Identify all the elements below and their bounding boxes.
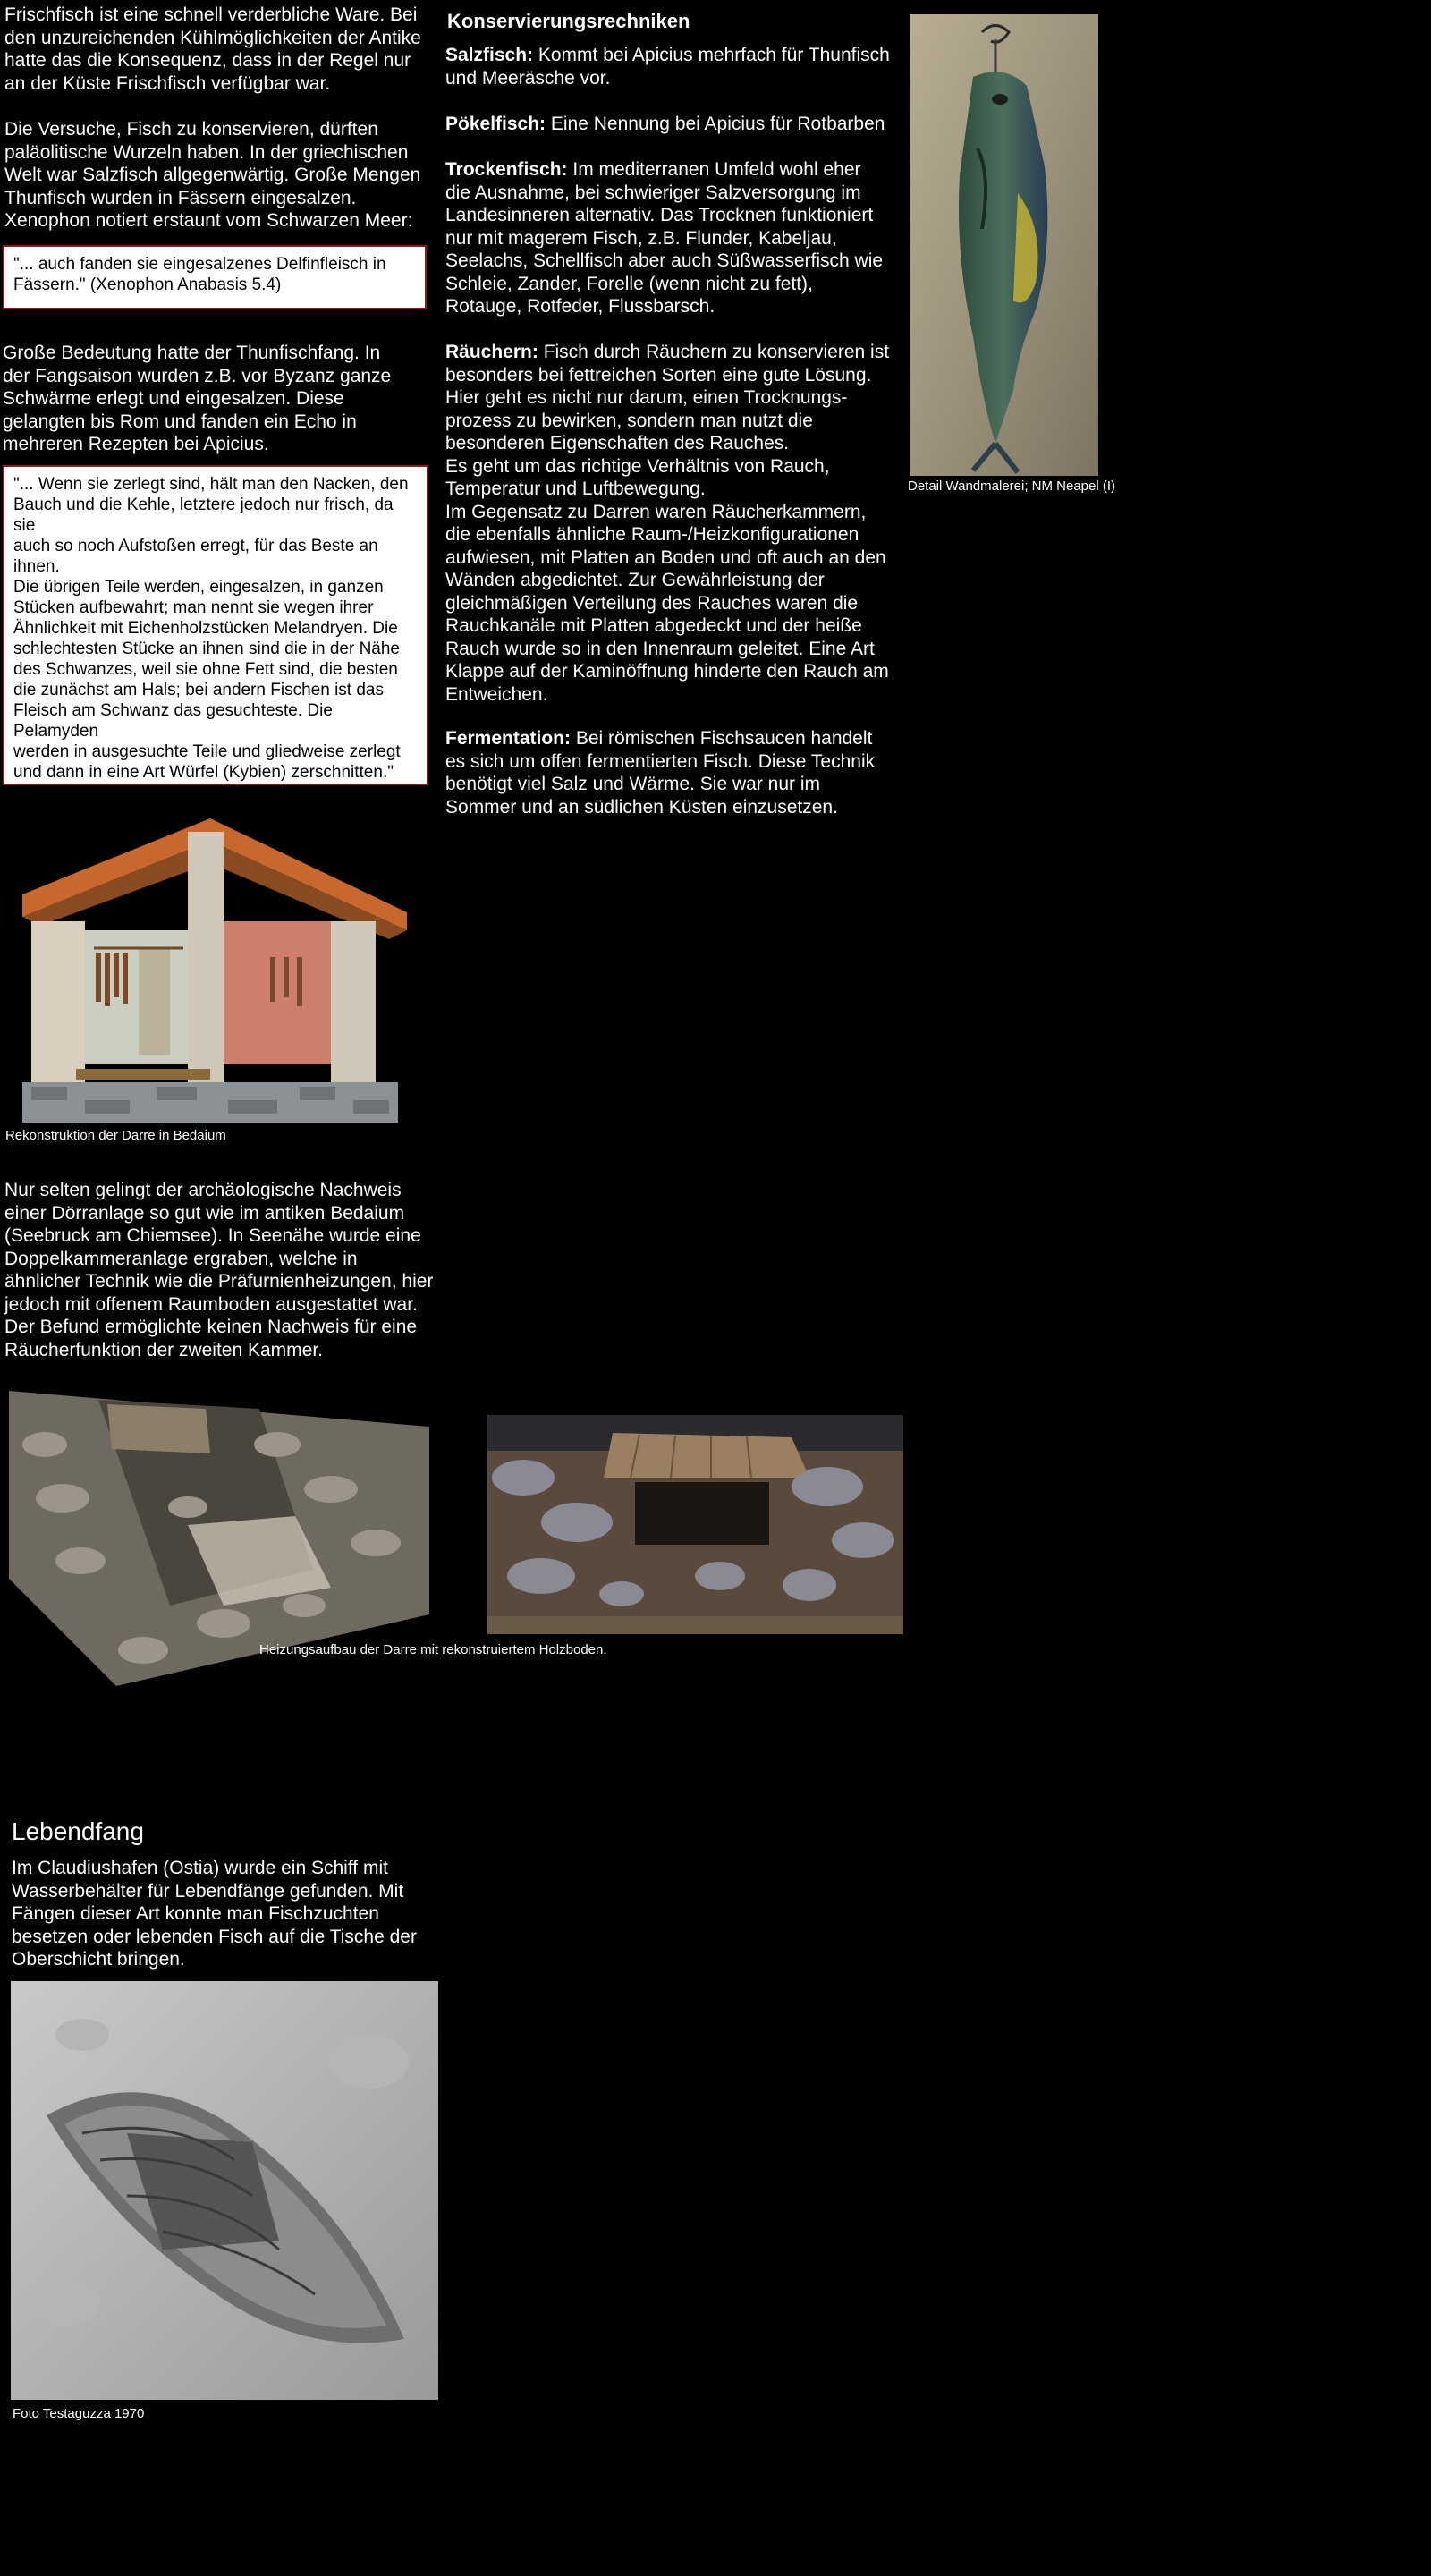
technique-term: Salzfisch: xyxy=(445,45,534,65)
heating-structure-image-2 xyxy=(487,1415,903,1634)
ship-photo-caption: Foto Testaguzza 1970 xyxy=(13,2406,145,2421)
heating-caption: Heizungsaufbau der Darre mit rekonstruiertem Holzboden. xyxy=(259,1642,607,1657)
intro-paragraph-3: Große Bedeutung hatte der Thunfischfang. In der Fangsaison wurden z.B. vor Byzanz ganze Schwärme erlegt und eingesalzen. Diese gelangten bis Rom und fanden ein Echo in mehreren Rezepten bei Apicius. xyxy=(3,343,392,454)
technique-term: Räuchern: xyxy=(445,342,538,362)
technique-raeuchern xyxy=(445,341,902,706)
technique-text: Eine Nennung bei Apicius für Rotbarben xyxy=(546,114,885,134)
technique-trockenfisch xyxy=(445,158,902,318)
fresco-caption: Detail Wandmalerei; NM Neapel (I) xyxy=(908,479,1116,494)
technique-text: Im mediterranen Umfeld wohl eher die Ausnahme, bei schwieriger Salzversorgung im Landesinneren alternativ. Das Trocknen funktioniert nur mit magerem Fisch, z.B. Flunder, Kabeljau, Seelachs, Schellfisch aber auch Süßwasserfisch wie Schleie, Zander, Forelle (wenn nicht zu fett), Rotauge, Rotfeder, Flussbarsch. xyxy=(445,159,884,317)
technique-fermentation xyxy=(445,727,902,818)
live-catch-paragraph: Im Claudiushafen (Ostia) wurde ein Schiff mit Wasserbehälter für Lebendfänge gefunden. Mit Fängen dieser Art konnte man Fischzuchten besetzen oder lebenden Fisch auf die Tische der Oberschicht bringen. xyxy=(12,1858,417,1970)
technique-salzfisch xyxy=(445,44,902,89)
technique-text: Fisch durch Räuchern zu konservieren ist besonders bei fettreichen Sorten eine gute Lösung. Hier geht es nicht nur darum, einen Trocknungs- prozess zu bewirken, sondern man nutzt die besonderen Eigenschaften des Rauches. Es geht um das richtige Verhältnis von Rauch, Temperatur und Luftbewegung. Im Gegensatz zu Darren waren Räucherkammern, die ebenfalls ähnliche Raum-/Heizkonfigurationen aufwiesen, mit Platten an Boden und oft auch an den Wänden abgedichtet. Zur Gewährleistung der gleichmäßigen Verteilung des Rauches waren die Rauchkanäle mit Platten abgedeckt und der heiße Rauch wurde so in den Innenraum geleitet. Eine Art Klappe auf der Kaminöffnung hinderte den Rauch am Entweichen. xyxy=(445,342,890,705)
ship-photo-image xyxy=(11,1981,438,2400)
quote-plinius: "... Wenn sie zerlegt sind, hält man den Nacken, den Bauch und die Kehle, letztere jedoch nur frisch, da sie auch so noch Aufstoßen erregt, für das Beste an ihnen. Die übrigen Teile werden, eingesalzen, in ganzen Stücken aufbewahrt; man nennt sie wegen ihrer Ähnlichkeit mit Eichenholzstücken Melandryen. Die schlechtesten Stücke an ihnen sind die in der Nähe des Schwanzes, weil sie ohne Fett sind, die besten die zunächst am Hals; bei andern Fischen ist das Fleisch am Schwanz das gesuchteste. Die Pelamyden werden in ausgesuchte Teile und gliedweise zerlegt und dann in eine Art Würfel (Kybien) zerschnitten." (Plinus hist.nat. 9.18) xyxy=(3,465,428,785)
intro-paragraph-1: Frischfisch ist eine schnell verderbliche Ware. Bei den unzureichenden Kühlmöglichkeiten der Antike hatte das die Konsequenz, dass in der Regel nur an der Küste Frischfisch verfügbar war. xyxy=(4,4,421,94)
technique-text: Bei römischen Fischsaucen handelt es sich um offen fermentierten Fisch. Diese Technik benötigt viel Salz und Wärme. Sie war nur im Sommer und an südlichen Küsten einzusetzen. xyxy=(445,728,876,818)
technique-term: Trockenfisch: xyxy=(445,159,568,180)
technique-poekelfisch xyxy=(445,113,902,136)
intro-paragraph-2: Die Versuche, Fisch zu konservieren, dürften paläolitische Wurzeln haben. In der griechischen Welt war Salzfisch allgegenwärtig. Große Mengen Thunfisch wurden in Fässern eingesalzen. Xenophon notiert erstaunt vom Schwarzen Meer: xyxy=(4,119,421,231)
technique-term: Fermentation: xyxy=(445,728,572,749)
techniques-title: Konservierungsrechniken xyxy=(447,10,690,32)
live-catch-title: Lebendfang xyxy=(12,1818,144,1845)
technique-text: Kommt bei Apicius mehrfach für Thunfisch und Meeräsche vor. xyxy=(445,45,890,89)
darre-reconstruction-image xyxy=(4,814,411,1127)
darre-paragraph: Nur selten gelingt der archäologische Nachweis einer Dörranlage so gut wie im antiken Bedaium (Seebruck am Chiemsee). In Seenähe wurde eine Doppelkammeranlage ergraben, welche in ähnlicher Technik wie die Präfurnienheizungen, hier jedoch mit offenem Raumboden ausgestattet war. Der Befund ermöglichte keinen Nachweis für eine Räucherfunktion der zweiten Kammer. xyxy=(4,1180,434,1360)
darre-reconstruction-caption: Rekonstruktion der Darre in Bedaium xyxy=(5,1128,226,1143)
technique-term: Pökelfisch: xyxy=(445,114,546,134)
quote-xenophon: "... auch fanden sie eingesalzenes Delfinfleisch in Fässern." (Xenophon Anabasis 5.4) xyxy=(3,245,427,309)
fresco-fish-image xyxy=(910,14,1098,476)
